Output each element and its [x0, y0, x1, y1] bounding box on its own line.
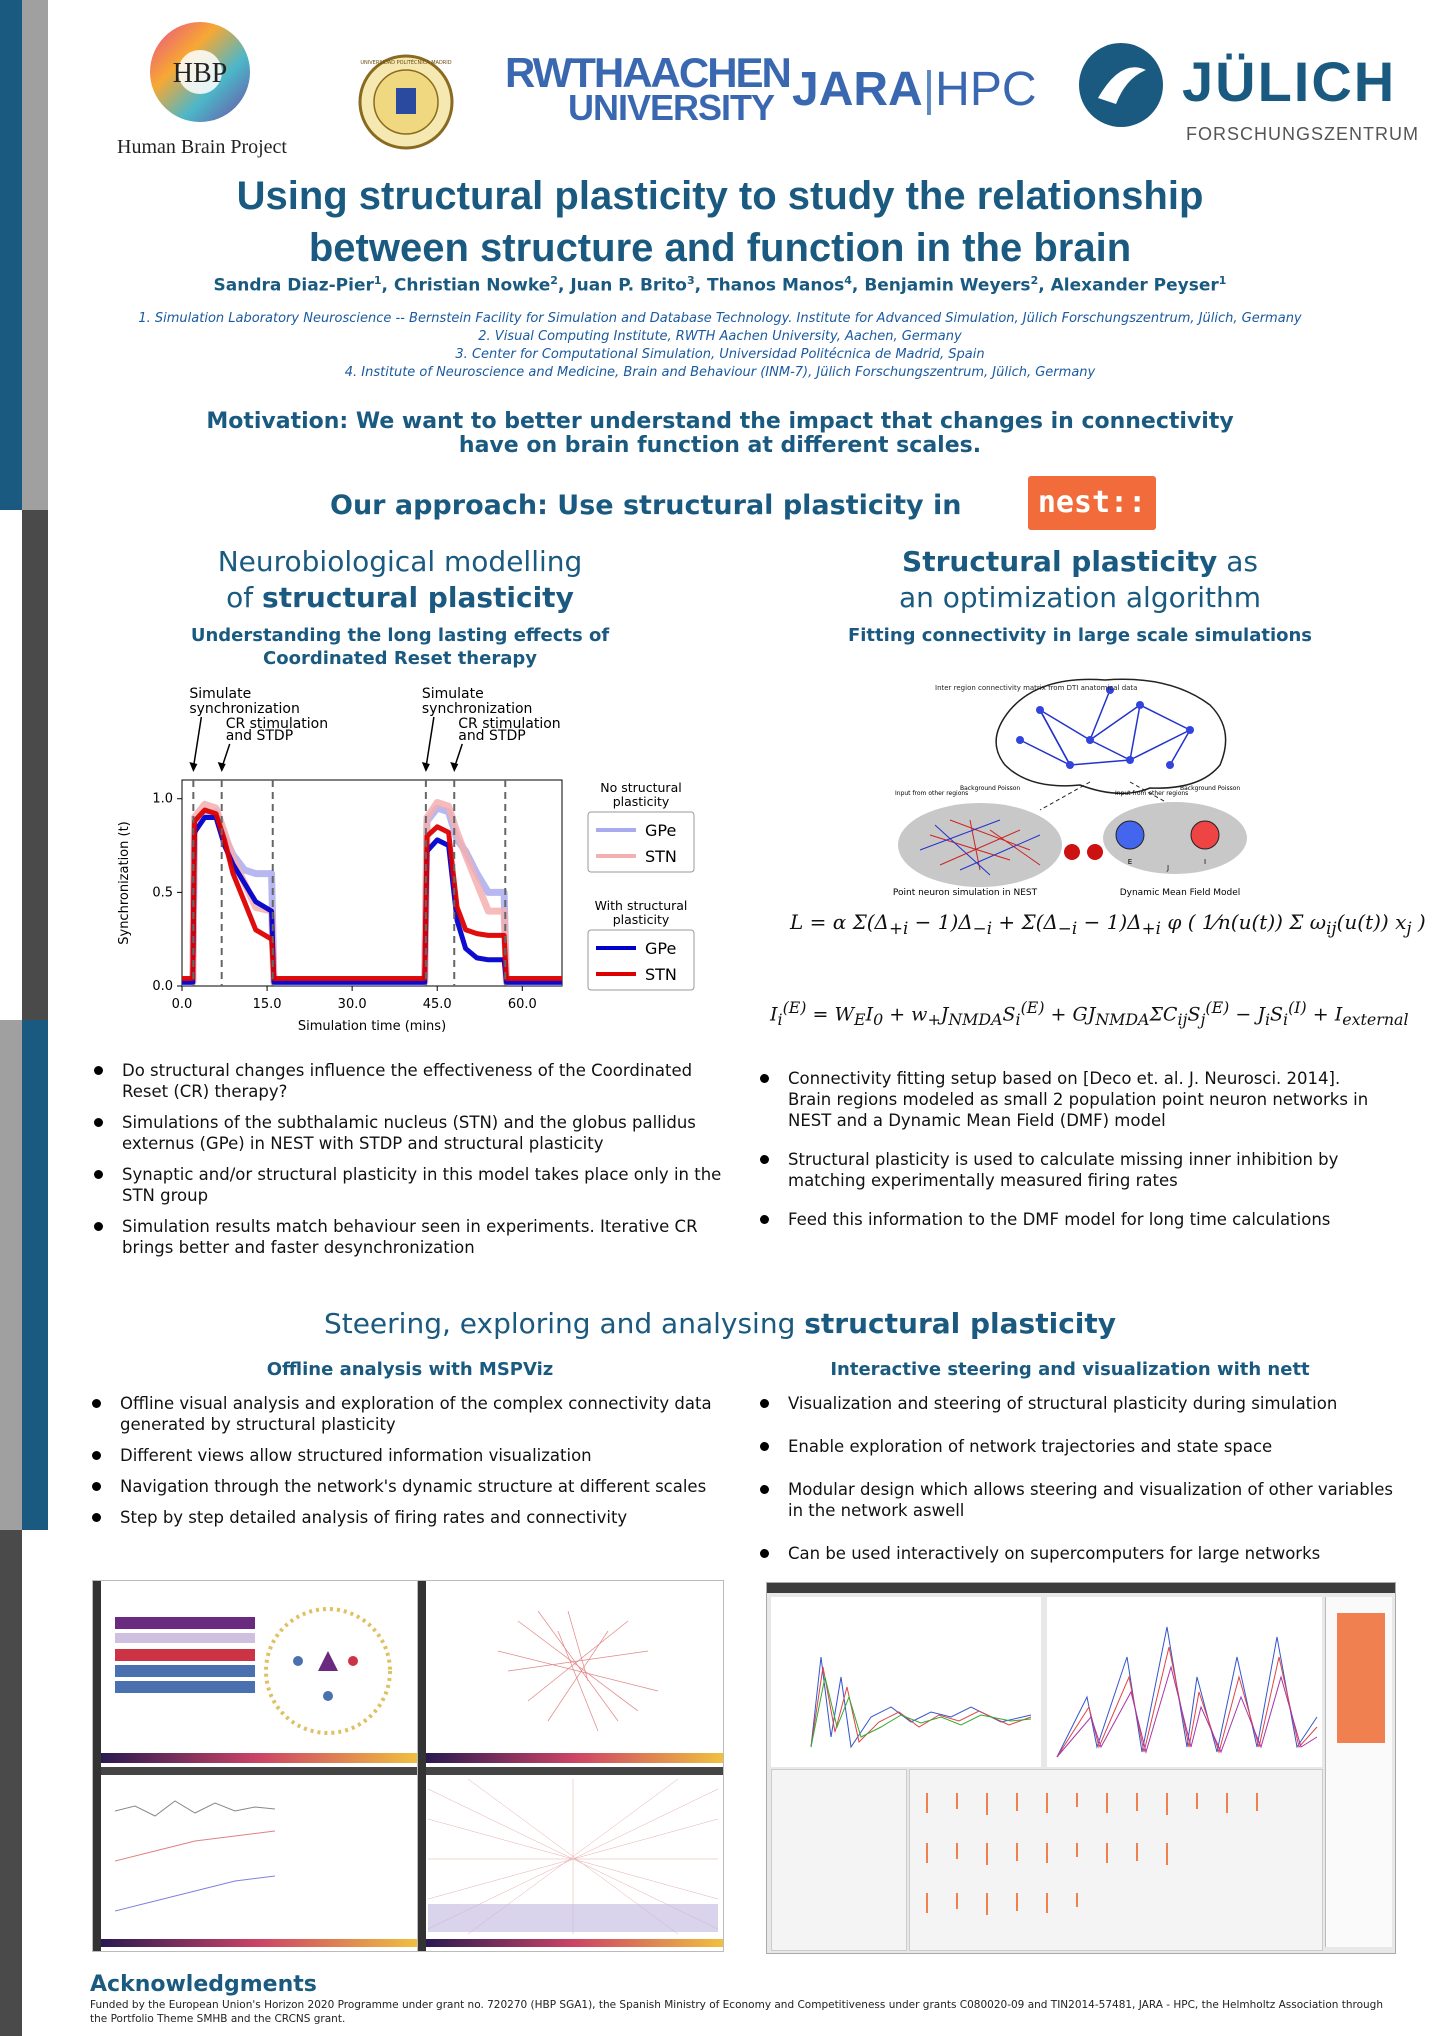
- matrix-label: Inter region connectivity matrix from DTI anatomical data: [935, 684, 1138, 692]
- hbp-logo: [145, 20, 255, 130]
- left-title-line-2: of structural plasticity: [226, 581, 574, 614]
- upm-seal-text: UNIVERSIDAD POLITÉCNICA MADRID: [360, 60, 452, 66]
- jara-text: JARA: [792, 63, 923, 116]
- right-section-title: [770, 544, 1390, 616]
- chart-annotation-text: synchronization: [189, 701, 300, 717]
- chart-annotation-text: CR stimulation: [225, 716, 329, 732]
- author-list: Sandra Diaz-Pier$^1$, Christian Nowke$^2$, Juan P. Brito$^3$, Thanos Manos$^4$, Benjamin Weyers$^2$, Alexander Peyser$^1$: [213, 274, 1227, 296]
- right-bullet-2: Structural plasticity is used to calculate missing inner inhibition by matching experimentally measured firing rates: [756, 1149, 1386, 1191]
- chart-legend-title: plasticity: [612, 912, 670, 927]
- chart-annotation-text: Simulate: [421, 686, 484, 702]
- affiliations: [60, 310, 1380, 382]
- chart-annotation-arrow: [426, 717, 434, 768]
- chart-legend-title: No structural: [600, 780, 682, 795]
- chart-annotation-arrowhead: [422, 762, 430, 772]
- chart-annotation-text: CR stimulation: [458, 716, 561, 732]
- affiliation-3: 3. Center for Computational Simulation, Universidad Politécnica de Madrid, Spain: [455, 347, 985, 362]
- acknowledgments-text: Funded by the European Union's Horizon 2020 Programme under grant no. 720270 (HBP SGA1), the Spanish Ministry of Economy and Competitiveness under grants C080020-09 and TIN2014-57481, JARA - HPC, the Helmholtz Association through the Portfolio Theme SMHB and the CRCNS grant.: [90, 1999, 1383, 2025]
- left-bullet-3: Synaptic and/or structural plasticity in this model takes place only in the STN group: [90, 1164, 730, 1206]
- author-name: Benjamin Weyers: [864, 275, 1031, 296]
- right-title-line-1: Structural plasticity as: [902, 545, 1258, 578]
- affiliation-1: 1. Simulation Laboratory Neuroscience -- Bernstein Facility for Simulation and Database Technology. Institute for Advanced Simulation, Jülich Forschungszentrum, Jülich, Germany: [138, 311, 1302, 326]
- rwth-logo-line2: UNIVERSITY: [568, 87, 775, 128]
- left-bullet-1: Do structural changes influence the effectiveness of the Coordinated Reset (CR) therapy?: [90, 1060, 730, 1102]
- acknowledgments-title: Acknowledgments: [90, 1972, 317, 1997]
- brain-network-diagram: [890, 670, 1280, 900]
- left-bullet-2: Simulations of the subthalamic nucleus (STN) and the globus pallidus externus (GPe) in NEST with STDP and structural plasticity: [90, 1112, 730, 1154]
- author-name: Thanos Manos: [706, 275, 845, 296]
- author-name: Christian Nowke: [393, 275, 551, 296]
- affiliation-2: 2. Visual Computing Institute, RWTH Aachen University, Aachen, Germany: [478, 329, 962, 344]
- left-stripe-grey-mid: [0, 1020, 22, 1530]
- author-name: Juan P. Brito: [570, 275, 687, 296]
- left-title-line-1: Neurobiological modelling: [217, 545, 583, 578]
- dmf-label: Dynamic Mean Field Model: [1119, 888, 1241, 898]
- chart-x-tick-label: 0.0: [171, 997, 193, 1012]
- hpc-text: HPC: [935, 63, 1037, 116]
- mspviz-bullet-4: Step by step detailed analysis of firing rates and connectivity: [88, 1507, 728, 1528]
- svg-text:I: I: [1203, 858, 1207, 866]
- approach-heading: Our approach: Use structural plasticity in: [330, 490, 962, 521]
- chart-annotation-text: synchronization: [421, 701, 533, 717]
- left-stripe-dark-mid: [22, 510, 48, 1020]
- left-stripe-dark-bottom: [0, 1530, 22, 2036]
- point-neuron-region: [898, 803, 1062, 887]
- chart-annotation-arrowhead: [450, 762, 458, 772]
- author-affiliation-index: 1: [1218, 274, 1227, 287]
- current-equation: $I_i^{(E)} = W_EI_0 + w_+J_{NMDA}S_i^{(E)} + GJ_{NMDA}\Sigma C_{ij}S_j^{(E)} - J_iS_i^{(I)} + I_{external}$: [770, 998, 1409, 1030]
- left-bullets: [90, 1060, 730, 1268]
- chart-legend-title: With structural: [594, 898, 688, 913]
- juelich-logo-mark: [1076, 40, 1166, 130]
- left-subtitle-line-1: Understanding the long lasting effects of: [190, 625, 610, 646]
- bg-left-label: Background Poisson: [960, 785, 1021, 792]
- point-neuron-label: Point neuron simulation in NEST: [892, 888, 1038, 898]
- author-affiliation-index: 4: [844, 274, 852, 287]
- chart-x-tick-label: 45.0: [422, 997, 452, 1012]
- left-bullet-4: Simulation results match behaviour seen in experiments. Iterative CR brings better and faster desynchronization: [90, 1216, 730, 1258]
- left-stripe-blue-mid: [22, 1020, 48, 1530]
- mspviz-bullet-2: Different views allow structured information visualization: [88, 1445, 728, 1466]
- brain-outline: [996, 679, 1226, 793]
- motivation-line-1: Motivation: We want to better understand the impact that changes in connectivity: [206, 409, 1234, 434]
- chart-x-tick-label: 30.0: [337, 997, 367, 1012]
- chart-annotation-arrowhead: [189, 762, 197, 772]
- chart-annotation-text: Simulate: [189, 686, 252, 702]
- input-left-label: Input from other regions: [895, 790, 969, 797]
- author-affiliation-index: 1: [373, 274, 382, 287]
- upm-seal: [356, 52, 456, 152]
- chart-y-tick-label: 0.5: [152, 885, 173, 901]
- svg-text:J: J: [1166, 864, 1170, 872]
- nett-bullet-3: Modular design which allows steering and visualization of other variables in the network aswell: [756, 1479, 1396, 1521]
- nett-bullet-1: Visualization and steering of structural plasticity during simulation: [756, 1393, 1396, 1414]
- jara-hpc-logo: JARA|HPC: [792, 63, 1037, 116]
- chart-legend-label: GPe: [645, 821, 677, 840]
- author-name: Alexander Peyser: [1050, 275, 1219, 296]
- dmf-inhibitory-node: [1191, 821, 1219, 849]
- right-bullets: [756, 1068, 1386, 1240]
- chart-x-tick-label: 15.0: [252, 997, 282, 1012]
- rwth-logo-line1: RWTHAACHEN: [505, 49, 790, 96]
- motivation: [140, 410, 1300, 458]
- title-line-2: between structure and function in the brain: [308, 226, 1132, 270]
- chart-annotation-text: and STDP: [458, 728, 526, 744]
- svg-text:E: E: [1127, 858, 1133, 866]
- input-right-label: Input from other regions: [1115, 790, 1189, 797]
- right-section-subtitle: Fitting connectivity in large scale simulations: [847, 625, 1313, 646]
- steering-section-title: Steering, exploring and analysing structural plasticity: [323, 1307, 1117, 1340]
- nett-screenshot: [766, 1582, 1396, 1954]
- left-subtitle-line-2: Coordinated Reset therapy: [263, 648, 537, 669]
- bg-right-label: Background Poisson: [1180, 785, 1241, 792]
- left-stripe-grey-top: [22, 0, 48, 510]
- chart-legend-box: [588, 930, 694, 990]
- mspviz-bullet-1: Offline visual analysis and exploration of the complex connectivity data generated by structural plasticity: [88, 1393, 728, 1435]
- chart-annotation-text: and STDP: [225, 728, 294, 744]
- juelich-sub: FORSCHUNGSZENTRUM: [1186, 124, 1419, 144]
- left-section-subtitle: [110, 624, 690, 670]
- synchronization-chart: [96, 680, 736, 1050]
- chart-legend-label: STN: [645, 847, 677, 866]
- dmf-excitatory-node: [1116, 821, 1144, 849]
- author-name: Sandra Diaz-Pier: [213, 275, 374, 296]
- poster-title: [160, 170, 1280, 274]
- chart-x-tick-label: 60.0: [507, 997, 537, 1012]
- nett-bullet-4: Can be used interactively on supercomputers for large networks: [756, 1543, 1396, 1564]
- author-affiliation-index: 2: [1030, 274, 1039, 287]
- mspviz-screenshot-2: [417, 1580, 724, 1952]
- author-affiliation-index: 2: [550, 274, 558, 287]
- left-stripe-blue-top: [0, 0, 22, 510]
- chart-y-tick-label: 1.0: [152, 791, 173, 807]
- chart-legend-box: [588, 812, 694, 872]
- chart-annotation-arrow: [193, 717, 201, 768]
- mspviz-screenshot-1: [92, 1580, 419, 1952]
- mspviz-bullet-3: Navigation through the network's dynamic structure at different scales: [88, 1476, 728, 1497]
- left-section-title: [110, 544, 690, 616]
- author-affiliation-index: 3: [686, 274, 695, 287]
- nett-bullets: [756, 1393, 1396, 1574]
- chart-y-axis-label: Synchronization (t): [117, 821, 132, 945]
- right-bullet-1: Connectivity fitting setup based on [Deco et. al. J. Neurosci. 2014]. Brain regions modeled as small 2 population point neuron networks in NEST and a Dynamic Mean Field (DMF) model: [756, 1068, 1386, 1131]
- loss-equation: L = α $\Sigma(\Delta_{+i} - 1)\Delta_{-i} + \Sigma(\Delta_{-i} - 1)\Delta_{+i}$ φ ( 1⁄n(u(t)) Σ $\omega_{ij}(u(t))$ $x_j$ ): [790, 910, 1426, 938]
- mspviz-bullets: [88, 1393, 728, 1538]
- nett-bullet-2: Enable exploration of network trajectories and state space: [756, 1436, 1396, 1457]
- chart-legend-title: plasticity: [612, 794, 670, 809]
- chart-x-axis-label: Simulation time (mins): [297, 1019, 447, 1034]
- mspviz-subtitle: Offline analysis with MSPViz: [266, 1359, 554, 1380]
- nest-logo: nest::: [1028, 476, 1156, 530]
- hbp-caption: Human Brain Project: [117, 136, 287, 158]
- right-bullet-3: Feed this information to the DMF model for long time calculations: [756, 1209, 1386, 1230]
- motivation-line-2: have on brain function at different scales.: [458, 433, 982, 458]
- chart-annotation-arrowhead: [218, 762, 226, 772]
- chart-y-tick-label: 0.0: [152, 979, 173, 994]
- chart-legend-label: STN: [645, 965, 677, 984]
- chart-legend-label: GPe: [645, 939, 677, 958]
- affiliation-4: 4. Institute of Neuroscience and Medicine, Brain and Behaviour (INM-7), Jülich Forschungszentrum, Jülich, Germany: [344, 365, 1096, 380]
- juelich-name: JÜLICH: [1182, 50, 1397, 113]
- hbp-letters: HBP: [172, 58, 228, 89]
- nett-subtitle: Interactive steering and visualization with nett: [830, 1359, 1310, 1380]
- title-line-1: Using structural plasticity to study the relationship: [236, 174, 1204, 218]
- right-title-line-2: an optimization algorithm: [898, 581, 1262, 614]
- chart-svg: [96, 680, 736, 1050]
